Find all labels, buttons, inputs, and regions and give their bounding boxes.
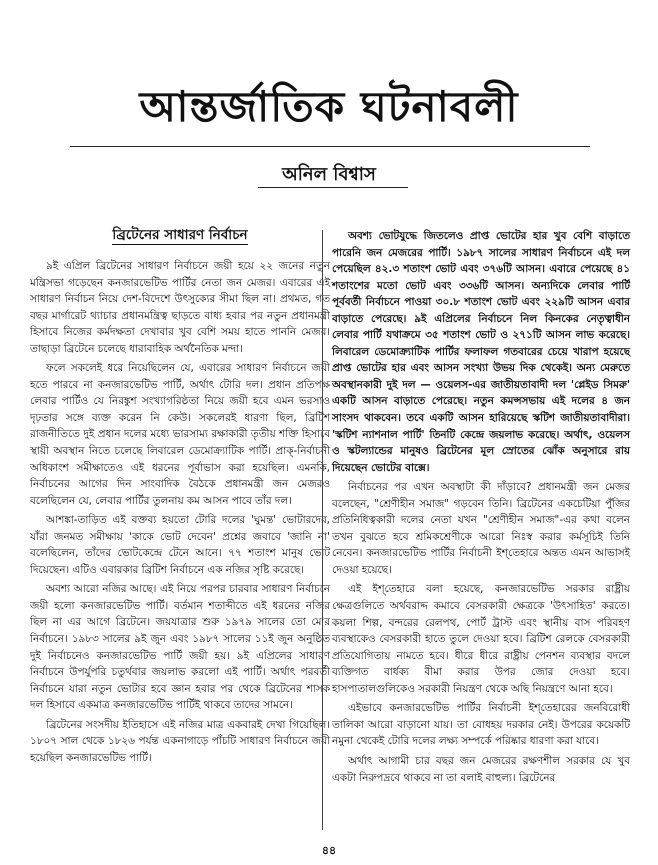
paragraph: ৯ই এপ্রিল ব্রিটেনের সাধারণ নির্বাচনে জয়ী হয়ে ২২ জনের নতুন মন্ত্রিসভা গড়েছেন কনজারভেটিভ পার্টির নেতা জন মেজর। এবারের এই সাধারণ নির্বাচন নিয়ে দেশ-বিদেশে উৎসুক্যের সীমা ছিল না। প্রথমত, গত বছর মার্গারেট থ্যাচার প্রধানমন্ত্রিত্ব ছাড়তে বাধ্য হবার পর নতুন প্রধানমন্ত্রী হিসাবে নিজের কর্মদক্ষতা দেখাবার খুব বেশি সময় হাতে পাননি মেজর। তাছাড়া ব্রিটেনে চলেছে ধারাবাহিক অর্থনৈতিক মন্দা। [30, 260, 330, 355]
title-divider [70, 146, 590, 147]
paragraph: অবশ্য ভোটযুদ্ধে জিতলেও প্রাপ্ত ভোটের হার খুব বেশি বাড়াতে পারেনি জন মেজরের পার্টি। ১৯৮৭ সালের সাধারণ নির্বাচনে এই দল পেয়েছিল ৪২.৩ শতাংশ ভোট এবং ৩৭৬টি আসন। এবারে পেয়েছে ৪১ শতাংশের মতো ভোট এবং ৩৩৬টি আসন। অন্যদিকে লেবার পার্টি পূর্ববর্তী নির্বাচনে পাওয়া ৩০.৮ শতাংশ ভোট এবং ২২৯টি আসন এবার বাড়াতে পেরেছে। ৯ই এপ্রিলের নির্বাচনে নিল কিনকের নেতৃত্বাধীন লেবার পার্টি যথাক্রমে ৩৫ শতাংশ ভোট ও ২৭১টি আসন লাভ করেছে। লিবারেল ডেমোক্র্যাটিক পার্টির ফলাফল গতবারের চেয়ে খারাপ হয়েছে প্রাপ্ত ভোটের হার এবং আসন সংখ্যা উভয় দিক থেকেই। অন্য মেরুতে অবস্থানকারী দুই দল — ওয়েলস-এর জাতীয়তাবাদী দল 'প্লেইড সিমরু' একটি আসন বাড়াতে পেরেছে। নতুন কমন্সসভায় এই দলের ৪ জন সাংসদ থাকবেন। তবে একটি আসন হারিয়েছে স্কটিশ জাতীয়তাবাদীরা। 'স্কটিশ ন্যাশনাল পার্টি' তিনটি কেন্দ্রে জয়লাভ করেছে। অর্থাৎ, ওয়েলস ও স্কটল্যান্ডের মানুষও ব্রিটেনের মূল স্রোতের ঝোঁক অনুসারে রায় দিয়েছেন ভোটের বাক্সে। [332, 230, 630, 474]
article-title: আন্তর্জাতিক ঘটনাবলী [139, 82, 519, 131]
paragraph: এই ইশ্‌তেহারে বলা হয়েছে, কনজারভেটিভ সরকার রাষ্ট্রীয় ক্ষেত্রগুলিতে অর্থবরাদ্দ কমাবে বেসরকারী ক্ষেত্রকে 'উৎসাহিত' করতে। কয়লা শিল্প, বন্দরের রেলপথ, পোর্ট ট্রাস্ট এবং স্থানীয় বাস পরিবহণ ব্যবস্থাকেও বেসরকারী হাতে তুলে দেওয়া হবে। ব্রিটিশ রেলকে বেসরকারী প্রতিযোগিতায় নামতে হবে। ধীরে ধীরে রাষ্ট্রীয় পেনশন ব্যবস্থার বদলে ব্যক্তিগত বার্ধক্য বীমা করার উপর জোর দেওয়া হবে। হাসপাতালগুলিকেও সরকারী নিয়ন্ত্রণ থেকে অছি নিয়ন্ত্রণে আনা হবে। [332, 583, 630, 695]
left-column [30, 226, 330, 769]
author-underline [258, 187, 408, 188]
page-number: ৪৪ [321, 844, 337, 857]
right-column [332, 228, 630, 789]
paragraph: ব্রিটেনের সংসদীয় ইতিহাসে এই নজির মাত্র একবারই দেখা গিয়েছিল। ১৮০৭ সাল থেকে ১৮২৬ পর্যন্ত একনাগাড়ে পাঁচটি সাধারণ নির্বাচনে জয়ী হয়েছিল কনজারভেটিভ পার্টি। [30, 718, 330, 764]
paragraph: অবশ্য আরো নজির আছে। এই নিয়ে পরপর চারবার সাধারণ নির্বাচনে জয়ী হলো কনজারভেটিভ পার্টি। বর্তমান শতাব্দীতে এই ধরনের নজির ছিল না এর আগে ব্রিটেনে। জয়যাত্রার শুরু ১৯৭৯ সালের তো মে'র নির্বাচনে। ১৯৮৩ সালের ৯ই জুন এবং ১৯৮৭ সালের ১১ই জুন অনুষ্ঠিত দুই নির্বাচনেও কনজারভেটিভ পার্টি জয়ী হয়। ৯ই এপ্রিলের সাধারণ নির্বাচনে উপর্যুপরি চতুর্থবার জয়লাভ করলো এই পার্টি। অর্থাৎ পরবর্তী নির্বাচনে যারা নতুন ভোটার হবে জ্ঞান হবার পর থেকে ব্রিটেনের শাসক দল হিসাবে একমাত্র কনজারভেটিভ পার্টিই থাকবে তাদের সামনে। [30, 583, 330, 712]
paragraph: ফলে সকলেই ধরে নিয়েছিলেন যে, এবারের সাধারণ নির্বাচনে জয়ী হতে পারবে না কনজারভেটিভ পার্টি, অর্থাৎ টোরি দল। প্রধান প্রতিপক্ষ লেবার পার্টিও যে নিরঙ্কুশ সংখ্যাগরিষ্ঠতা নিয়ে জয়ী হবে এমন ভরসাও দৃঢ়তার সঙ্গে ব্যক্ত করেন নি কেউ। সকলেরই ধারণা ছিল, ব্রিটিশ রাজনীতিতে দুই প্রধান দলের মধ্যে ভারসাম্য রক্ষাকারী তৃতীয় শক্তি হিসাবে স্থায়ী অবস্থান নিতে চলেছে লিবারেল ডেমোক্র্যাটিক পার্টি। প্রাক্-নির্বাচনী অধিকাংশ সমীক্ষাতেও এই ধরনের পূর্বাভাস করা হয়েছিল। এমনকি, নির্বাচনের আগের দিন সাংবাদিক বৈঠকে প্রধানমন্ত্রী জন মেজরও বলেছিলেন যে, লেবার পার্টির তুলনায় কম আসন পাবে তাঁর দল। [30, 362, 330, 507]
section-heading [30, 226, 330, 244]
paragraph: অর্থাৎ আগামী চার বছর জন মেজরের রক্ষণশীল সরকার যে খুব একটা নিরুপদ্রবে থাকবে না তা বলাই বাহুল্য। ব্রিটেনের [332, 754, 630, 784]
section-heading-text: ব্রিটেনের সাধারণ নির্বাচন [112, 227, 248, 243]
column-divider [322, 230, 323, 830]
paragraph: আশঙ্কা-তাড়িত এই বক্তব্য হয়তো টোরি দলের 'ঘুমন্ত' ভোটারদের, যাঁরা জনমত সমীক্ষায় 'কাকে ভোট দেবেন' প্রশ্নের জবাবে 'জানি না' বলেছিলেন, তাঁদের ভোটকেন্দ্রে টেনে আনে। ৭৭ শতাংশ মানুষ ভোট দিয়েছেন। এটিও এবারকার ব্রিটিশ নির্বাচনে এক নজির সৃষ্টি করেছে। [30, 514, 330, 576]
paragraph: এইভাবে কনজারভেটিভ পার্টির নির্বাচনী ইশ্‌তেহারের জনবিরোধী তালিকা আরো বাড়ানো যায়। তা বোধহয় দরকার নেই। উপরের কয়েকটি নমুনা থেকেই টোরি দলের লক্ষ্য সম্পর্কে পরিষ্কার ধারণা করা যাবে। [332, 702, 630, 748]
paragraph: নির্বাচনের পর এখন অবস্থাটা কী দাঁড়াবে? প্রধানমন্ত্রী জন মেজর বলেছেন, "শ্রেণীহীন সমাজ" গড়বেন তিনি। ব্রিটেনের একচেটিয়া পুঁজির প্রতিনিধিত্বকারী দলের নেতা যখন "শ্রেণীহীন সমাজ"-এর কথা বলেন তখন বুঝতে হবে শ্রমিকশ্রেণীকে আরো নিঃস্ব করার কর্মসূচিই তিনি নেবেন। কনজারভেটিভ পার্টির নির্বাচনী ইশ্‌তেহারে অন্তত এমন আভাসই দেওয়া হয়েছে। [332, 481, 630, 576]
article-author: অনিল বিশ্বাস [282, 164, 376, 185]
